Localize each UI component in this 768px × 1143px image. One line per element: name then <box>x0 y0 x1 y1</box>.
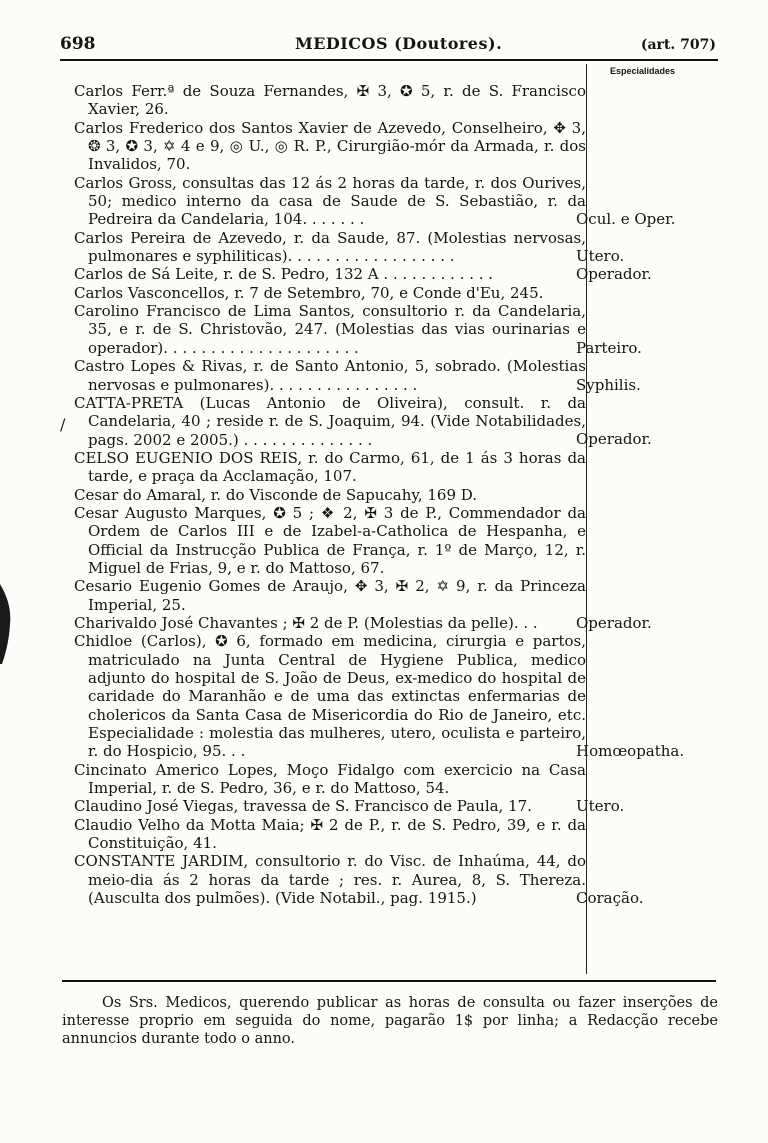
doctor-entry <box>74 284 586 302</box>
entry-text: CATTA-PRETA (Lucas Antonio de Oliveira), consult. r. da Candelaria, 40 ; reside r. de S. Joaquim, 94. (Vide Notabilidades, pags. 2002 e 2005.) . . . . . . . . . . . . . . <box>74 393 586 449</box>
binding-tab-mark <box>0 584 14 664</box>
doctor-entry <box>74 761 586 798</box>
doctor-entry <box>74 577 586 614</box>
entry-text: Cesar Augusto Marques, ✪ 5 ; ❖ 2, ✠ 3 de P., Commendador da Ordem de Carlos III e de Izabel-a-Catholica de Hespanha, e Official da Instrucção Publica de França, r. 1º de Março, 12, r. Miguel de Frias, 9, e r. do Mattoso, 67. <box>74 503 586 577</box>
doctor-entry <box>74 173 676 229</box>
doctor-entry <box>74 797 625 816</box>
entry-specialty: Operador. <box>576 430 652 449</box>
entry-text: Carlos Gross, consultas das 12 ás 2 horas da tarde, r. dos Ourives, 50; medico interno da casa de Saude de S. Sebastião, r. da Pedreira da Candelaria, 104. . . . . . . <box>74 173 586 229</box>
entry-text: Carlos Vasconcellos, r. 7 de Setembro, 70, e Conde d'Eu, 245. <box>74 283 544 302</box>
footnote: Os Srs. Medicos, querendo publicar as horas de consulta ou fazer inserções de interesse proprio em seguida do nome, pagarão 1$ por linha; a Redacção recebe annuncios durante todo o anno. <box>62 995 718 1047</box>
header-rule <box>60 59 718 61</box>
entry-text: Carolino Francisco de Lima Santos, consultorio r. da Candelaria, 35, e r. de S. Christovão, 247. (Molestias das vias ourinarias e operador). . . . . . . . . . . . . . . . . . . . . <box>74 302 586 357</box>
doctor-entry <box>74 302 642 357</box>
entry-text: Claudino José Viegas, travessa de S. Francisco de Paula, 17. <box>74 797 532 816</box>
doctor-entry <box>74 504 586 577</box>
doctor-entry <box>74 228 625 266</box>
entry-specialty: Parteiro. <box>576 338 642 357</box>
entry-text: Carlos Frederico dos Santos Xavier de Azevedo, Conselheiro, ✥ 3, ❂ 3, ✪ 3, ✡ 4 e 9, ◎ U., ◎ R. P., Cirurgião-mór da Armada, r. dos Invalidos, 70. <box>74 118 586 174</box>
article-reference: (art. 707) <box>640 37 716 53</box>
entry-specialty: Homœopatha. <box>576 741 685 760</box>
doctor-entry <box>74 393 652 449</box>
entry-specialty: Operador. <box>576 613 652 632</box>
doctor-entries <box>74 82 685 908</box>
entry-specialty: Utero. <box>576 797 625 816</box>
doctor-entry <box>74 852 644 908</box>
marginal-mark: / <box>60 415 66 434</box>
entry-text: Carlos de Sá Leite, r. de S. Pedro, 132 A . . . . . . . . . . . . <box>74 265 494 284</box>
entry-text: Cincinato Americo Lopes, Moço Fidalgo com exercicio na Casa Imperial, r. de S. Pedro, 36, e r. do Mattoso, 54. <box>74 760 586 798</box>
entry-text: Carlos Ferr.ª de Souza Fernandes, ✠ 3, ✪ 5, r. de S. Francisco Xavier, 26. <box>74 82 586 119</box>
entry-specialty: Utero. <box>576 247 625 266</box>
page-header <box>60 34 716 58</box>
entry-text: Cesar do Amaral, r. do Visconde de Sapucahy, 169 D. <box>74 485 478 504</box>
entry-specialty: Syphilis. <box>576 375 641 394</box>
entry-specialty: Coração. <box>576 889 644 908</box>
entry-text: Claudio Velho da Motta Maia; ✠ 2 de P., r. de S. Pedro, 39, e r. da Constituição, 41. <box>74 815 586 853</box>
doctor-entry <box>74 449 586 486</box>
entry-text: Carlos Pereira de Azevedo, r. da Saude, 87. (Molestias nervosas, pulmonares e syphiliticas). . . . . . . . . . . . . . . . . . <box>74 228 586 266</box>
entry-text: CELSO EUGENIO DOS REIS, r. do Carmo, 61, de 1 ás 3 horas da tarde, e praça da Acclamação, 107. <box>74 448 586 486</box>
running-title: MEDICOS (Doutores). <box>295 34 503 53</box>
page-number: 698 <box>60 34 96 54</box>
entry-text: Cesario Eugenio Gomes de Araujo, ✥ 3, ✠ 2, ✡ 9, r. da Princeza Imperial, 25. <box>74 577 586 614</box>
entry-text: Chidloe (Carlos), ✪ 6, formado em medicina, cirurgia e partos, matriculado na Junta Central de Hygiene Publica, medico adjunto do hospital de S. João de Deus, ex-medico do hospital de caridade do Maranhão e de uma das extinctas enfermarias de cholericos da Santa Casa de Misericordia do Rio de Janeiro, etc. Especialidade : molestia das mulheres, utero, oculista e parteiro, r. do Hospicio, 95. . . <box>74 632 586 761</box>
specialties-column-divider <box>586 64 587 974</box>
footer-rule <box>62 980 716 982</box>
doctor-entry <box>74 357 641 394</box>
entry-text: Charivaldo José Chavantes ; ✠ 2 de P. (Molestias da pelle). . . <box>74 613 538 632</box>
entry-text: Castro Lopes & Rivas, r. de Santo Antonio, 5, sobrado. (Molestias nervosas e pulmonares). . . . . . . . . . . . . . . . <box>74 357 586 394</box>
doctor-entry <box>74 265 652 284</box>
specialties-column-label: Especialidades <box>610 66 676 76</box>
entry-specialty: Ocul. e Oper. <box>576 210 676 229</box>
entry-text: CONSTANTE JARDIM, consultorio r. do Visc. de Inhaúma, 44, do meio-dia ás 2 horas da tarde ; res. r. Aurea, 8, S. Thereza. (Ausculta dos pulmões). (Vide Notabil., pag. 1915.) <box>74 852 586 908</box>
doctor-entry <box>74 486 586 504</box>
doctor-entry <box>74 613 652 632</box>
doctor-entry <box>74 632 685 761</box>
doctor-entry <box>74 82 586 119</box>
doctor-entry <box>74 119 586 174</box>
doctor-entry <box>74 816 586 853</box>
entry-specialty: Operador. <box>576 265 652 284</box>
